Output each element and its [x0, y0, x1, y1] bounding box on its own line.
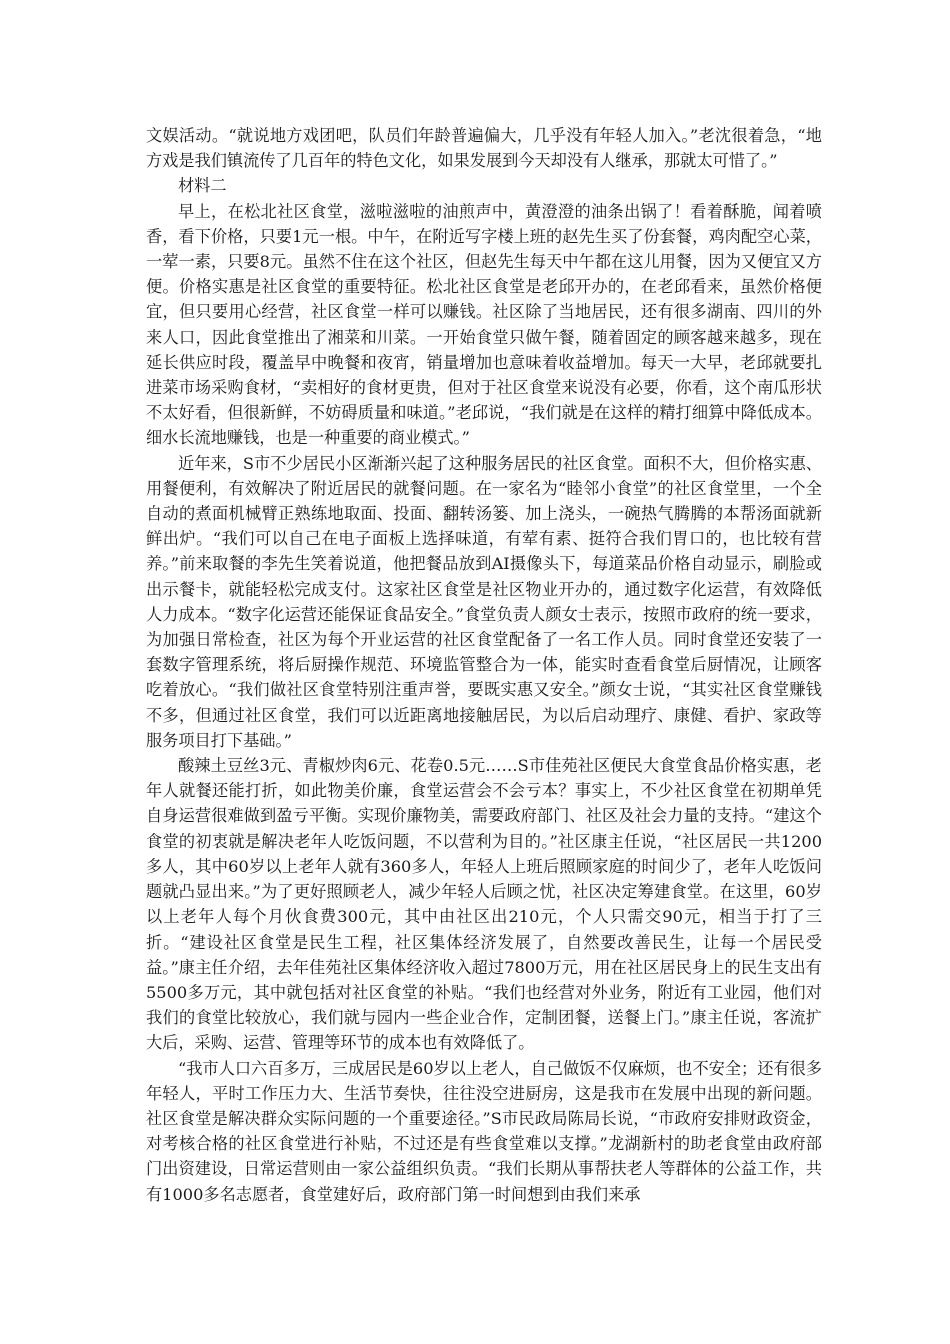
- paragraph-neighbor-canteen: 近年来，S市不少居民小区渐渐兴起了这种服务居民的社区食堂。面积不大，但价格实惠、用餐便利，有效解决了附近居民的就餐问题。在一家名为“睦邻小食堂”的社区食堂里，一个全自动的煮面机械臂正熟练地取面、投面、翻转汤篓、加上浇头，一碗热气腾腾的本帮汤面就新鲜出炉。“我们可以自己在电子面板上选择味道，有荤有素、挺符合我们胃口的，也比较有营养。”前来取餐的李先生笑着说道，他把餐品放到AI摄像头下，每道菜品价格自动显示，刷脸或出示餐卡，就能轻松完成支付。这家社区食堂是社区物业开办的，通过数字化运营，有效降低人力成本。“数字化运营还能保证食品安全。”食堂负责人颜女士表示，按照市政府的统一要求，为加强日常检查，社区为每个开业运营的社区食堂配备了一名工作人员。同时食堂还安装了一套数字管理系统，将后厨操作规范、环境监管整合为一体，能实时查看食堂后厨情况，让顾客吃着放心。“我们做社区食堂特别注重声誉，要既实惠又安全。”颜女士说，“其实社区食堂赚钱不多，但通过社区食堂，我们可以近距离地接触居民，为以后启动理疗、康健、看护、家政等服务项目打下基础。”: [146, 453, 822, 750]
- paragraph-civil-affairs-bureau: “我市人口六百多万，三成居民是60岁以上老人，自己做饭不仅麻烦，也不安全；还有很多年轻人，平时工作压力大、生活节奏快，往往没空进厨房，这是我市在发展中出现的新问题。社区食堂是解决群众实际问题的一个重要途径。”S市民政局陈局长说，“市政府安排财政资金，对考核合格的社区食堂进行补贴，不过还是有些食堂难以支撑。”龙湖新村的助老食堂由政府部门出资建设，日常运营则由一家公益组织负责。“我们长期从事帮扶老人等群体的公益工作，共有1000多名志愿者，食堂建好后，政府部门第一时间想到由我们来承: [146, 1058, 822, 1204]
- paragraph-continued: 文娱活动。“就说地方戏团吧，队员们年龄普遍偏大，几乎没有年轻人加入。”老沈很着急，“地方戏是我们镇流传了几百年的特色文化，如果发展到今天却没有人继承，那就太可惜了。”: [146, 126, 822, 171]
- paragraph-jiayuan-canteen: 酸辣土豆丝3元、青椒炒肉6元、花卷0.5元……S市佳苑社区便民大食堂食品价格实惠，老年人就餐还能打折，如此物美价廉，食堂运营会不会亏本？事实上，不少社区食堂在初期单凭自身运营很难做到盈亏平衡。实现价廉物美，需要政府部门、社区及社会力量的支持。“建这个食堂的初衷就是解决老年人吃饭问题，不以营利为目的。”社区康主任说，“社区居民一共1200多人，其中60岁以上老年人就有360多人，年轻人上班后照顾家庭的时间少了，老年人吃饭问题就凸显出来。”为了更好照顾老人，减少年轻人后顾之忧，社区决定筹建食堂。在这里，60岁以上老年人每个月伙食费300元，其中由社区出210元，个人只需交90元，相当于打了三折。“建设社区食堂是民生工程，社区集体经济发展了，自然要改善民生，让每一个居民受益。”康主任介绍，去年佳苑社区集体经济收入超过7800万元，用在社区居民身上的民生支出有5500多万元，其中就包括对社区食堂的补贴。“我们也经营对外业务，附近有工业园，他们对我们的食堂比较放心，我们就与园内一些企业合作，定制团餐，送餐上门。”康主任说，客流扩大后，采购、运营、管理等环节的成本也有效降低了。: [146, 756, 822, 1053]
- section-heading-material-two: 材料二: [178, 176, 227, 196]
- document-page: [146, 123, 822, 1207]
- paragraph-songbei-canteen: 早上，在松北社区食堂，滋啦滋啦的油煎声中，黄澄澄的油条出锅了！看着酥脆，闻着喷香，看下价格，只要1元一根。中午，在附近写字楼上班的赵先生买了份套餐，鸡肉配空心菜，一荤一素，只要8元。虽然不住在这个社区，但赵先生每天中午都在这儿用餐，因为又便宜又方便。价格实惠是社区食堂的重要特征。松北社区食堂是老邱开办的，在老邱看来，虽然价格便宜，但只要用心经营，社区食堂一样可以赚钱。社区除了当地居民，还有很多湖南、四川的外来人口，因此食堂推出了湘菜和川菜。一开始食堂只做午餐，随着固定的顾客越来越多，现在延长供应时段，覆盖早中晚餐和夜宵，销量增加也意味着收益增加。每天一大早，老邱就要扎进菜市场采购食材，“卖相好的食材更贵，但对于社区食堂来说没有必要，你看，这个南瓜形状不太好看，但很新鲜，不妨碍质量和味道。”老邱说，“我们就是在这样的精打细算中降低成本。细水长流地赚钱，也是一种重要的商业模式。”: [146, 201, 822, 448]
